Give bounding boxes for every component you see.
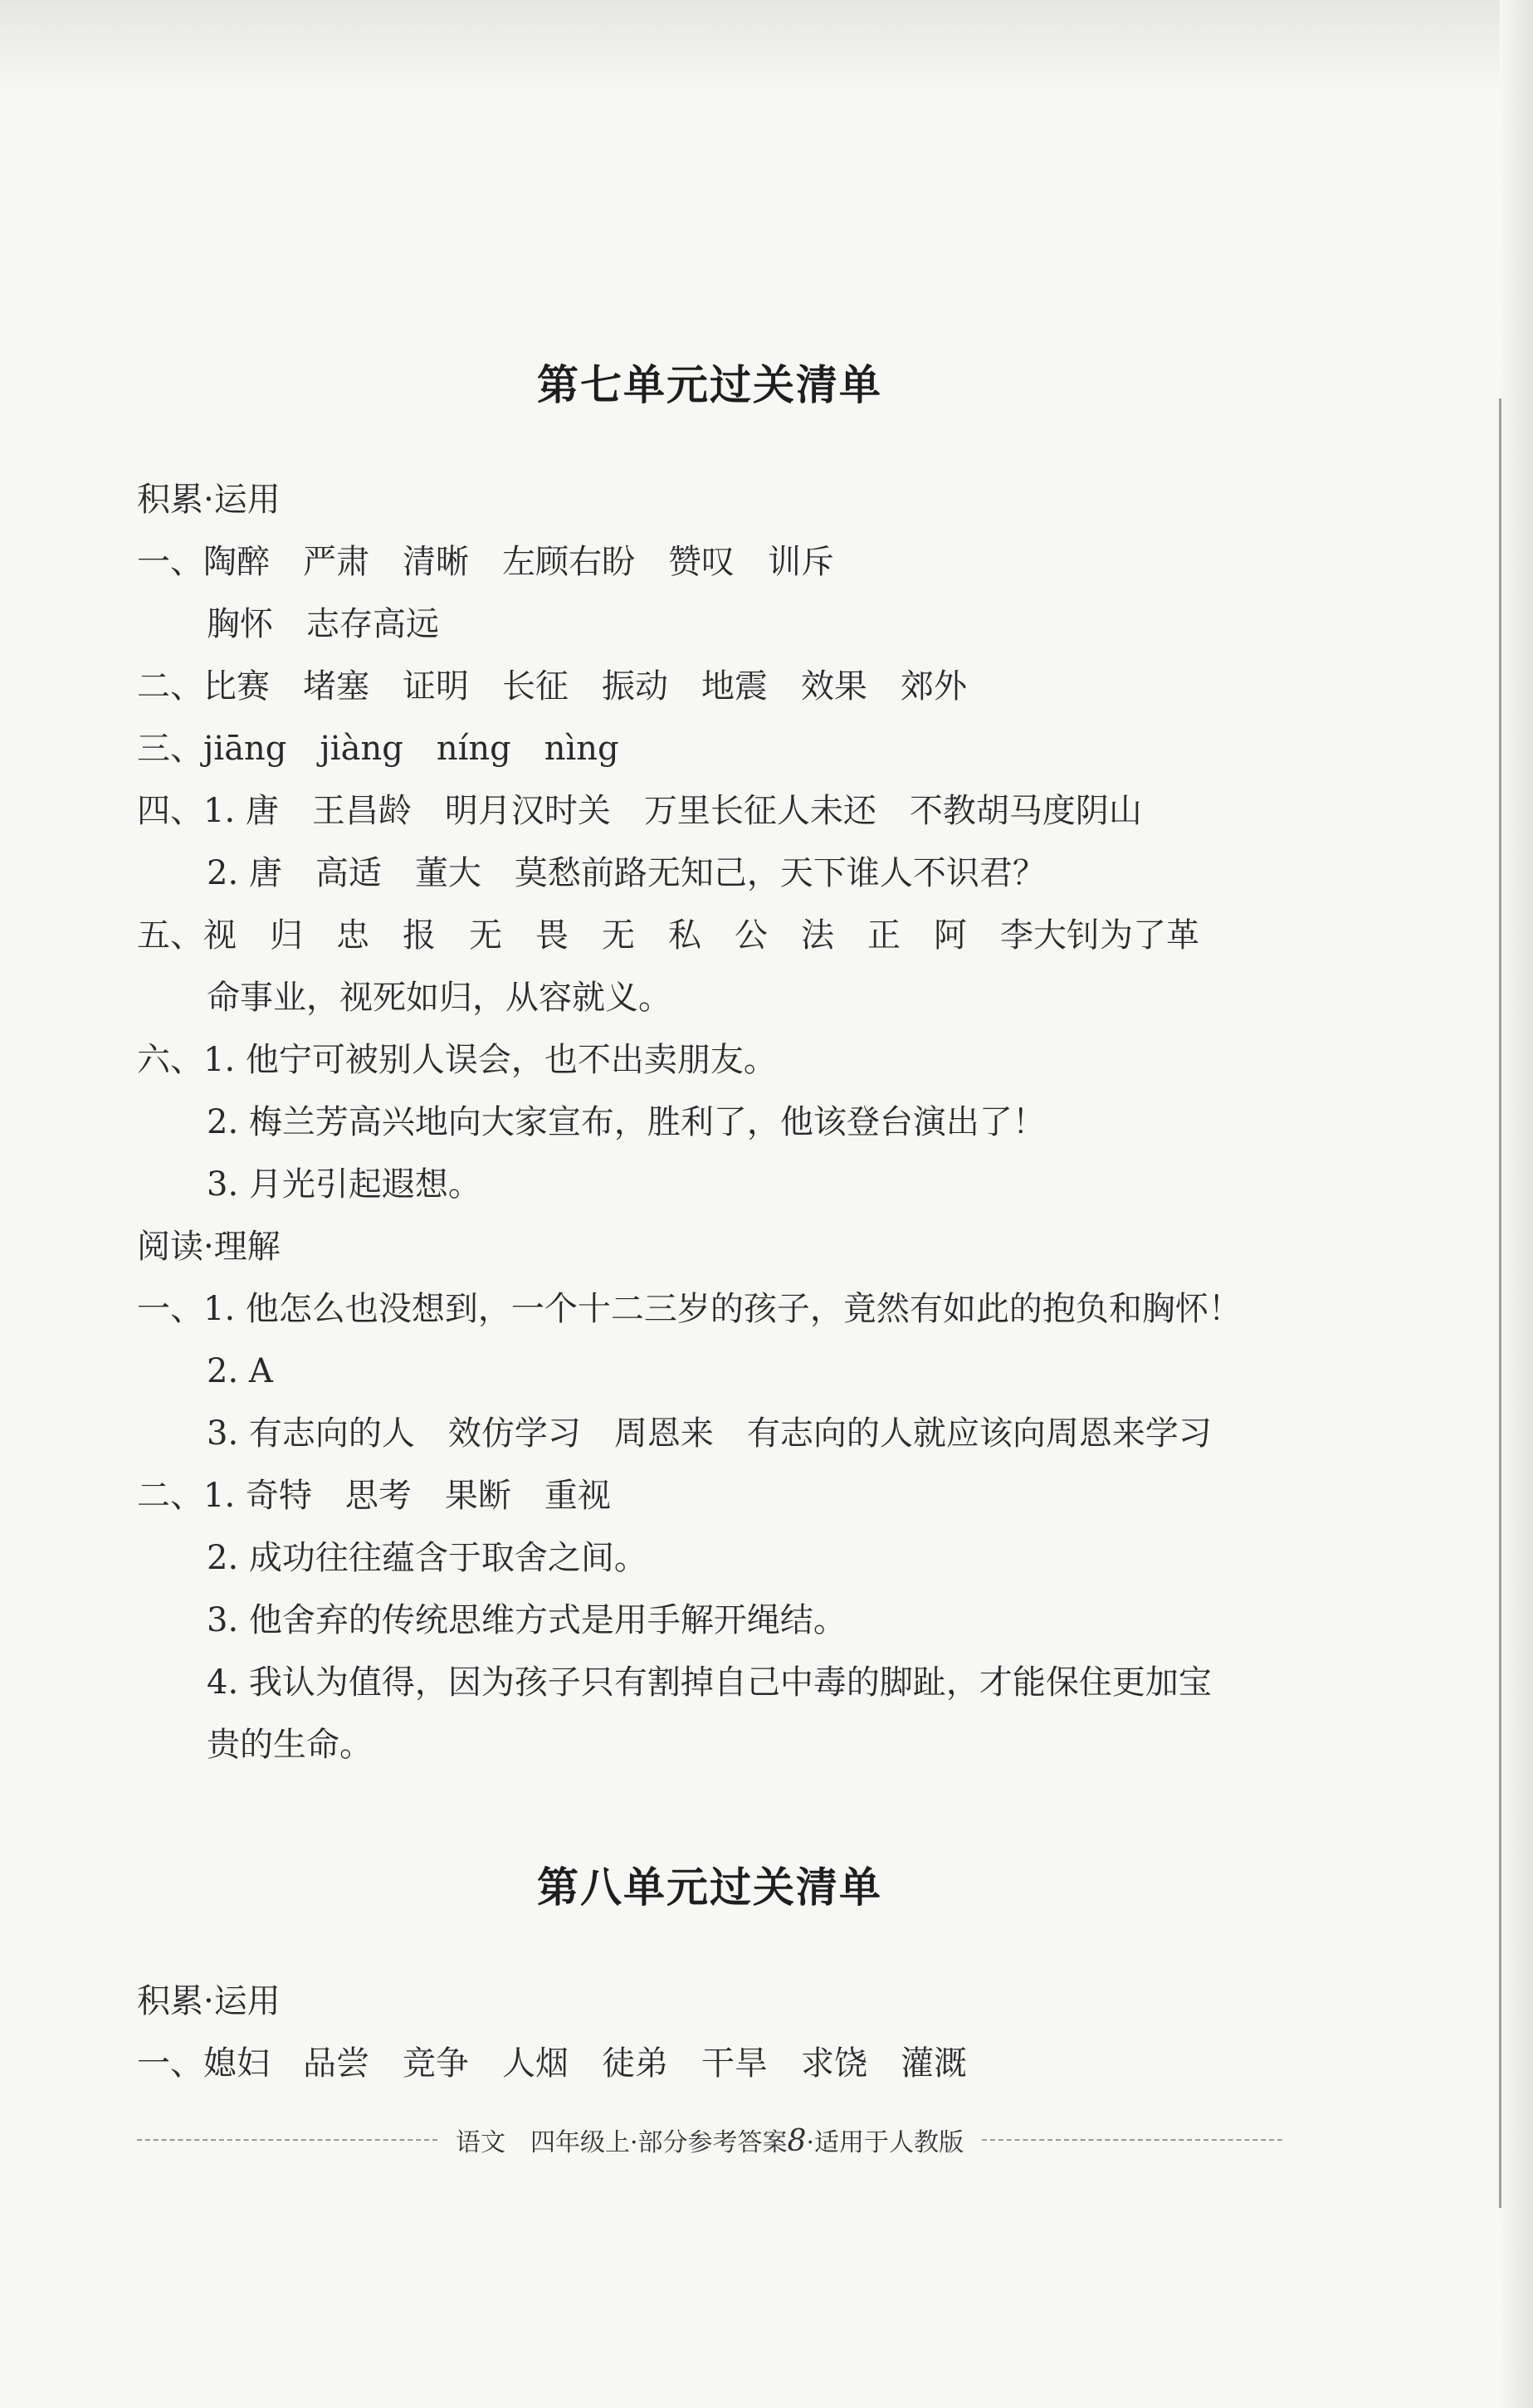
unit7-q3-pinyin: 三、jiāng jiàng níng nìng <box>137 730 619 768</box>
footer-prefix: 语文 四年级上·部分参考答案 <box>456 2128 788 2157</box>
unit7-r2-2: 2. 成功往往蕴含于取舍之间。 <box>207 1539 647 1577</box>
unit7-r2-1: 二、1. 奇特 思考 果断 重视 <box>137 1477 611 1515</box>
page-fold-line <box>1499 398 1501 2208</box>
unit7-section-accumulation: 积累·运用 <box>137 481 281 519</box>
unit7-q2: 二、比赛 堵塞 证明 长征 振动 地震 效果 郊外 <box>137 667 967 706</box>
unit7-q4-2: 2. 唐 高适 董大 莫愁前路无知己，天下谁人不识君？ <box>207 854 1046 892</box>
unit7-r2-4-line2: 贵的生命。 <box>207 1726 373 1764</box>
unit7-q1-line1: 一、陶醉 严肃 清晰 左顾右盼 赞叹 训斥 <box>137 543 834 581</box>
footer-dash-left <box>137 2139 437 2141</box>
unit7-q6-3: 3. 月光引起遐想。 <box>207 1165 481 1204</box>
unit7-r1-2: 2. A <box>207 1352 273 1390</box>
unit8-q1: 一、媳妇 品尝 竞争 人烟 徒弟 干旱 求饶 灌溉 <box>137 2044 967 2083</box>
unit7-q6-1: 六、1. 他宁可被别人误会，也不出卖朋友。 <box>137 1041 777 1079</box>
footer-suffix: ·适用于人教版 <box>806 2128 964 2157</box>
page-footer <box>137 2122 1282 2158</box>
footer-text <box>437 2122 982 2158</box>
footer-dash-right <box>982 2139 1282 2141</box>
answer-page <box>137 0 1282 2408</box>
unit7-r2-4-line1: 4. 我认为值得，因为孩子只有割掉自己中毒的脚趾，才能保住更加宝 <box>207 1663 1212 1702</box>
unit7-q4-1: 四、1. 唐 王昌龄 明月汉时关 万里长征人未还 不教胡马度阴山 <box>137 792 1142 830</box>
unit7-q1-line2: 胸怀 志存高远 <box>207 605 439 643</box>
unit7-q6-2: 2. 梅兰芳高兴地向大家宣布，胜利了，他该登台演出了！ <box>207 1103 1046 1141</box>
unit8-section-accumulation: 积累·运用 <box>137 1982 281 2020</box>
unit7-title: 第七单元过关清单 <box>537 361 882 409</box>
unit8-title: 第八单元过关清单 <box>537 1863 882 1912</box>
unit7-r2-3: 3. 他舍弃的传统思维方式是用手解开绳结。 <box>207 1601 847 1639</box>
unit7-r1-3: 3. 有志向的人 效仿学习 周恩来 有志向的人就应该向周恩来学习 <box>207 1414 1212 1453</box>
unit7-section-reading: 阅读·理解 <box>137 1228 281 1266</box>
unit7-q5-line1: 五、视 归 忠 报 无 畏 无 私 公 法 正 阿 李大钊为了革 <box>137 916 1199 955</box>
scan-right-edge <box>1500 0 1533 2408</box>
footer-page-number: 8 <box>787 2124 807 2158</box>
unit7-r1-1: 一、1. 他怎么也没想到，一个十二三岁的孩子，竟然有如此的抱负和胸怀！ <box>137 1290 1242 1328</box>
unit7-q5-line2: 命事业，视死如归，从容就义。 <box>207 979 671 1017</box>
